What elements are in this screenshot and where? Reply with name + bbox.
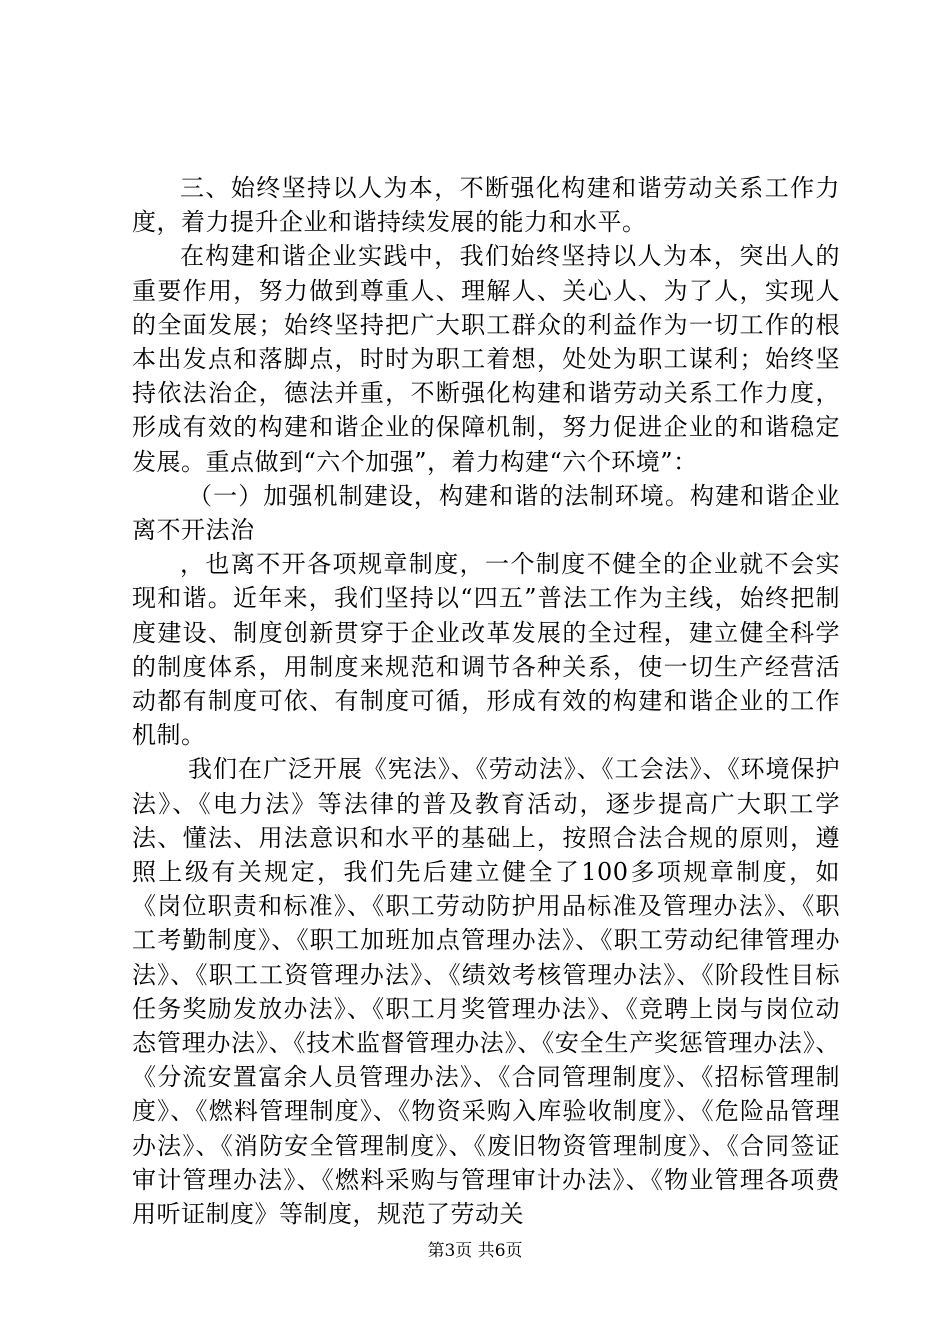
subsection-heading-paragraph: （一）加强机制建设，构建和谐的法制环境。构建和谐企业离不开法治	[132, 481, 840, 545]
section-heading-paragraph: 三、始终坚持以人为本，不断强化构建和谐劳动关系工作力度，着力提升企业和谐持续发展的能力和水平。	[132, 174, 840, 237]
document-body	[132, 171, 840, 1231]
body-paragraph: ，也离不开各项规章制度，一个制度不健全的企业就不会实现和谐。近年来，我们坚持以“四五”普法工作为主线，始终把制度建设、制度创新贯穿于企业改革发展的全过程，建立健全科学的制度体系，用制度来规范和调节各种关系，使一切生产经营活动都有制度可依、有制度可循，形成有效的构建和谐企业的工作机制。	[132, 550, 840, 750]
body-paragraph: 我们在广泛开展《宪法》、《劳动法》、《工会法》、《环境保护法》、《电力法》等法律的普及教育活动，逐步提高广大职工学法、懂法、用法意识和水平的基础上，按照合法合规的原则，遵照上级有关规定，我们先后建立健全了100多项规章制度，如《岗位职责和标准》、《职工劳动防护用品标准及管理办法》、《职工考勤制度》、《职工加班加点管理办法》、《职工劳动纪律管理办法》、《职工工资管理办法》、《绩效考核管理办法》、《阶段性目标任务奖励发放办法》、《职工月奖管理办法》、《竞聘上岗与岗位动态管理办法》、《技术监督管理办法》、《安全生产奖惩管理办法》、《分流安置富余人员管理办法》、《合同管理制度》、《招标管理制度》、《燃料管理制度》、《物资采购入库验收制度》、《危险品管理办法》、《消防安全管理制度》、《废旧物资管理制度》、《合同签证审计管理办法》、《燃料采购与管理审计办法》、《物业管理各项费用听证制度》等制度，规范了劳动关	[132, 755, 840, 1229]
page-number: 第3页 共6页	[427, 1241, 523, 1261]
page-footer	[0, 1240, 950, 1262]
body-paragraph: 在构建和谐企业实践中，我们始终坚持以人为本，突出人的重要作用，努力做到尊重人、理解人、关心人、为了人，实现人的全面发展；始终坚持把广大职工群众的利益作为一切工作的根本出发点和落脚点，时时为职工着想，处处为职工谋利；始终坚持依法治企，德法并重，不断强化构建和谐劳动关系工作力度，形成有效的构建和谐企业的保障机制，努力促进企业的和谐稳定发展。重点做到“六个加强”，着力构建“六个环境”：	[132, 242, 840, 476]
